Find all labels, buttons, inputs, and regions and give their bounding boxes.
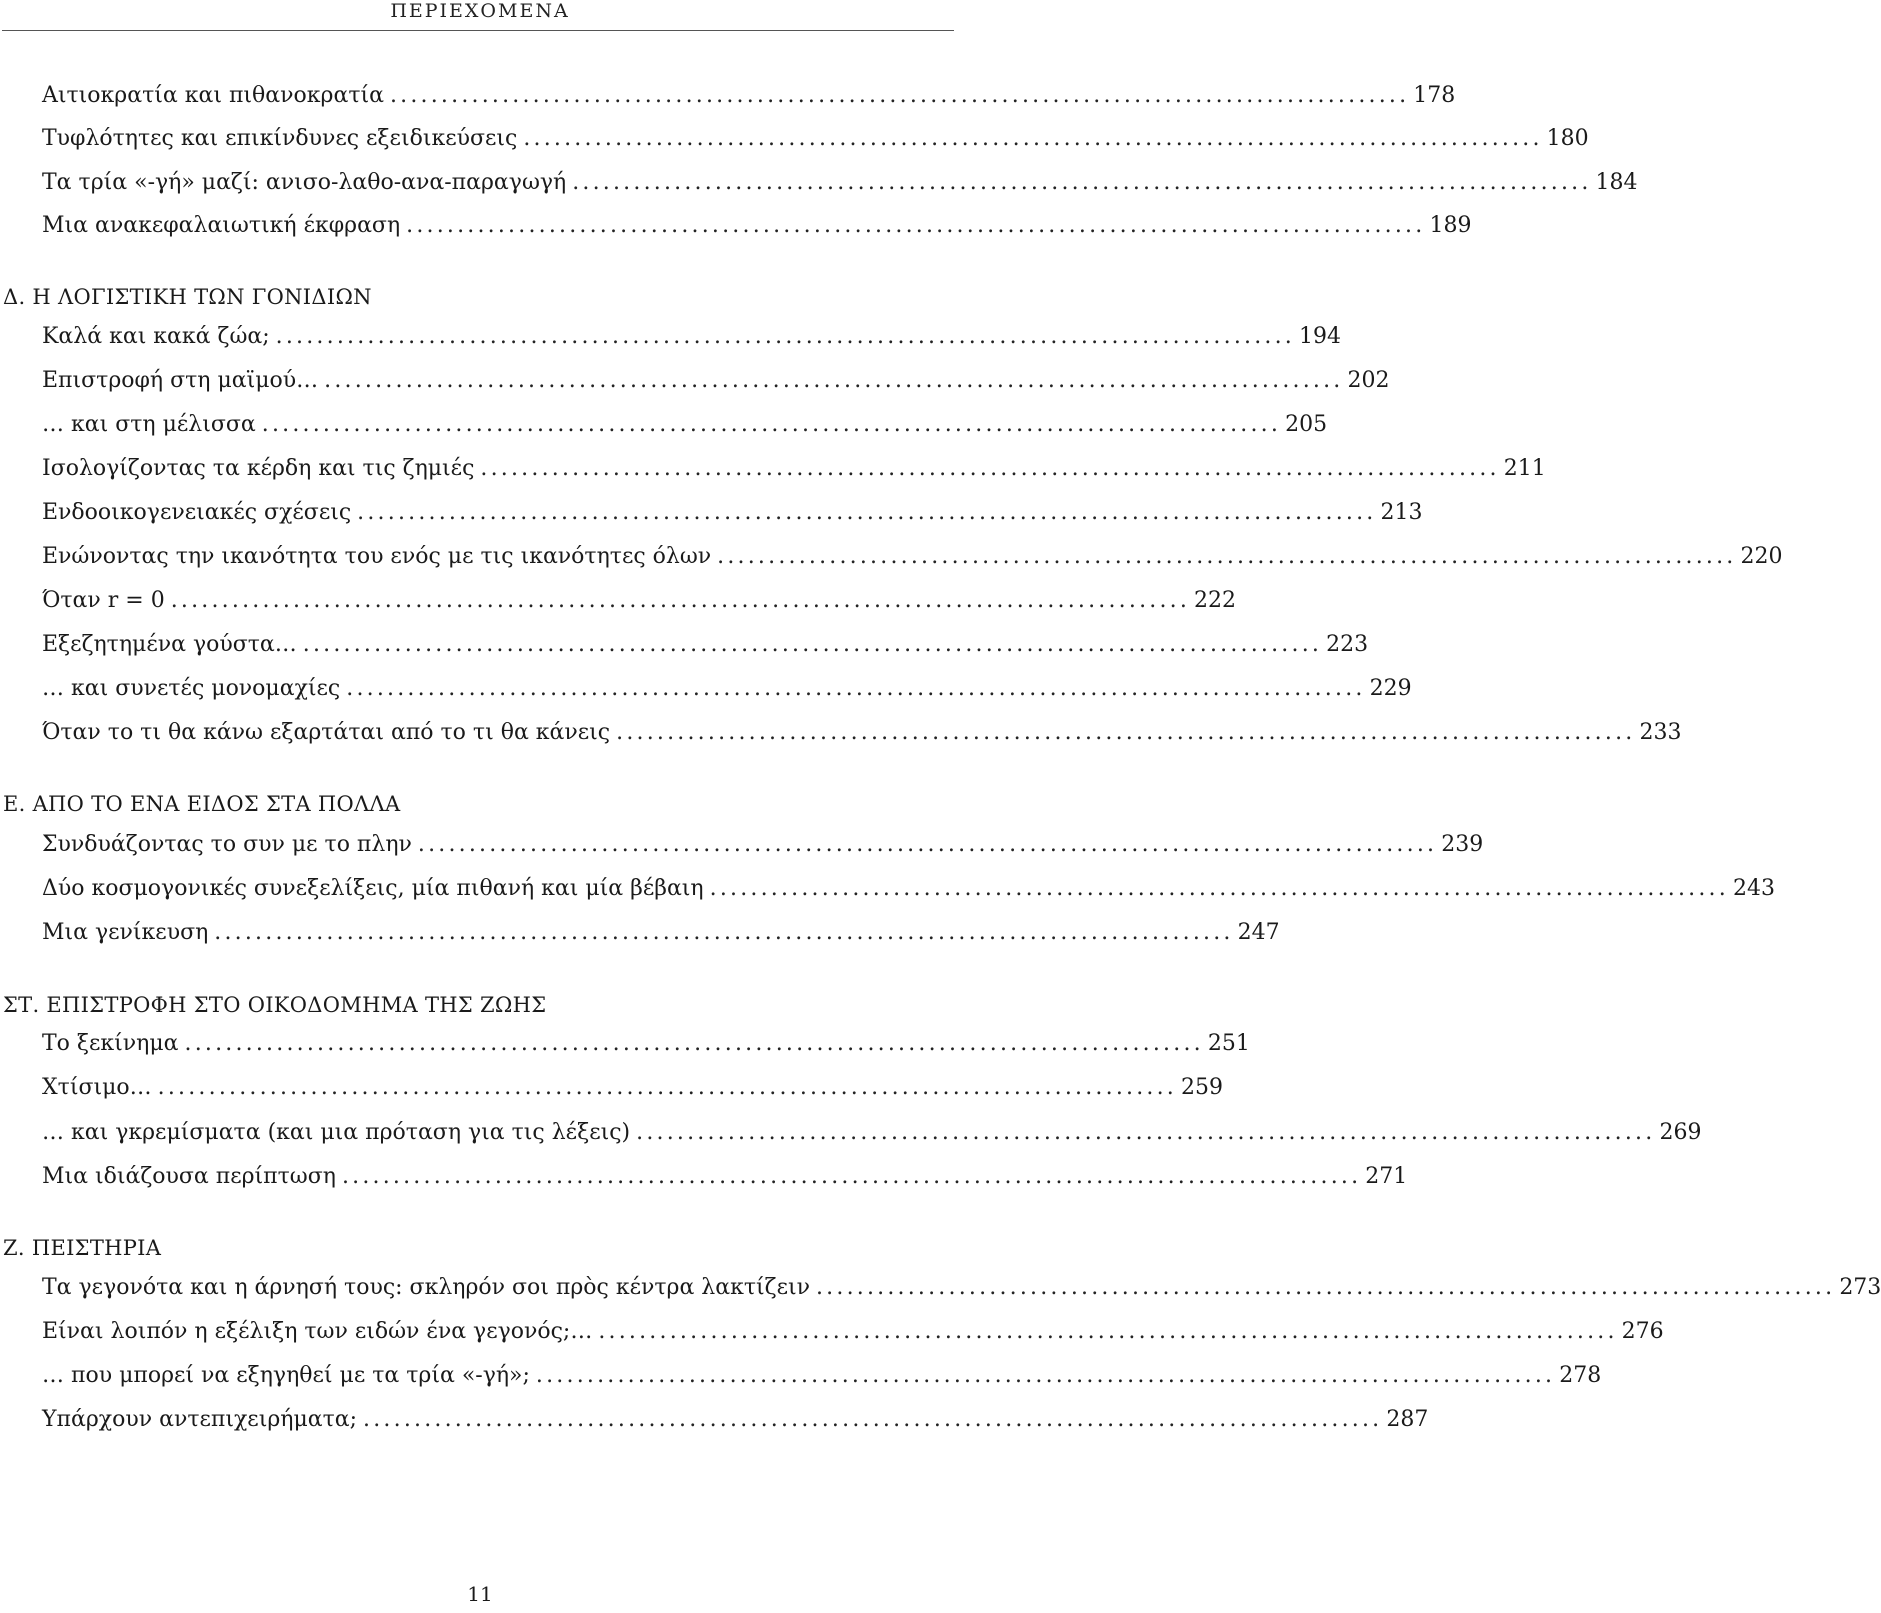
toc-entry-title: … και στη μέλισσα — [42, 412, 256, 437]
toc-entry-page: 189 — [1429, 213, 1472, 238]
toc-entry-title: … και συνετές μονομαχίες — [42, 676, 341, 701]
toc-entry-page: 251 — [1207, 1031, 1250, 1056]
toc-entry-title: Επιστροφή στη μαϊμού… — [42, 368, 319, 393]
toc-entry-title: … που μπορεί να εξηγηθεί με τα τρία «-γή»; — [42, 1363, 530, 1388]
toc-entry — [42, 874, 1775, 904]
dot-leader: .................................................................................................... — [406, 213, 1426, 238]
toc-entry — [42, 410, 1328, 440]
dot-leader: .................................................................................................... — [636, 1120, 1656, 1145]
toc-entry-page: 213 — [1380, 500, 1423, 525]
toc-entry-title: Χτίσιμο… — [42, 1075, 152, 1100]
toc-entry — [42, 366, 1390, 396]
running-head: ΠΕΡΙΕΧΟΜΕΝΑ — [390, 0, 570, 22]
section-heading: Ε. ΑΠΟ ΤΟ ΕΝΑ ΕΙΔΟΣ ΣΤΑ ΠΟΛΛΑ — [3, 792, 401, 816]
dot-leader: .................................................................................................... — [157, 1075, 1177, 1100]
toc-entry-title: Μια ιδιάζουσα περίπτωση — [42, 1164, 336, 1189]
toc-entry-title: Υπάρχουν αντεπιχειρήματα; — [42, 1407, 358, 1432]
toc-entry-title: Το ξεκίνημα — [42, 1031, 179, 1056]
page-number: 11 — [467, 1582, 493, 1606]
dot-leader: .................................................................................................... — [389, 83, 1410, 108]
toc-entry — [42, 830, 1484, 860]
toc-entry — [42, 1361, 1602, 1391]
toc-entry-page: 194 — [1298, 324, 1341, 349]
dot-leader: .................................................................................................... — [616, 720, 1636, 745]
toc-entry-page: 287 — [1386, 1407, 1429, 1432]
toc-entry — [42, 211, 1472, 241]
toc-entry — [42, 718, 1682, 748]
toc-entry-title: Όταν το τι θα κάνω εξαρτάται από το τι θα κάνεις — [42, 720, 611, 745]
dot-leader: .................................................................................................... — [535, 1363, 1556, 1388]
toc-entry — [42, 454, 1546, 484]
dot-leader: .................................................................................................... — [302, 632, 1323, 657]
toc-entry-page: 271 — [1365, 1164, 1408, 1189]
toc-entry-title: Μια ανακεφαλαιωτική έκφραση — [42, 213, 401, 238]
toc-entry-title: Είναι λοιπόν η εξέλιξη των ειδών ένα γεγονός;… — [42, 1319, 593, 1344]
toc-entry-title: Ενδοοικογενειακές σχέσεις — [42, 500, 352, 525]
toc-entry-title: Καλά και κακά ζώα; — [42, 324, 270, 349]
toc-entry-title: Συνδυάζοντας το συν με το πλην — [42, 832, 412, 857]
dot-leader: .................................................................................................... — [346, 676, 1366, 701]
toc-entry-page: 211 — [1503, 456, 1546, 481]
toc-entry — [42, 1317, 1664, 1347]
header-rule — [2, 30, 954, 31]
toc-entry — [42, 1118, 1702, 1148]
toc-entry-title: … και γκρεμίσματα (και μια πρόταση για τις λέξεις) — [42, 1120, 631, 1145]
toc-entry — [42, 1073, 1223, 1103]
dot-leader: .................................................................................................... — [417, 832, 1438, 857]
dot-leader: .................................................................................................... — [709, 876, 1729, 901]
dot-leader: .................................................................................................... — [717, 544, 1737, 569]
toc-entry-page: 239 — [1441, 832, 1484, 857]
toc-entry — [42, 168, 1638, 198]
dot-leader: .................................................................................................... — [523, 126, 1543, 151]
dot-leader: .................................................................................................... — [572, 170, 1592, 195]
toc-entry — [42, 322, 1341, 352]
toc-entry-title: Ενώνοντας την ικανότητα του ενός με τις ικανότητες όλων — [42, 544, 712, 569]
section-heading: Δ. Η ΛΟΓΙΣΤΙΚΗ ΤΩΝ ΓΟΝΙΔΙΩΝ — [3, 285, 372, 309]
toc-entry-page: 220 — [1740, 544, 1783, 569]
dot-leader: .................................................................................................... — [341, 1164, 1362, 1189]
toc-entry-title: Εξεζητημένα γούστα… — [42, 632, 297, 657]
toc-entry-title: Δύο κοσμογονικές συνεξελίξεις, μία πιθανή και μία βέβαιη — [42, 876, 704, 901]
toc-entry-page: 223 — [1326, 632, 1369, 657]
toc-entry-title: Αιτιοκρατία και πιθανοκρατία — [42, 83, 384, 108]
toc-entry — [42, 1029, 1250, 1059]
toc-entry — [42, 630, 1369, 660]
toc-entry-page: 205 — [1285, 412, 1328, 437]
toc-entry-title: Τα τρία «-γή» μαζί: ανισο-λαθο-ανα-παραγωγή — [42, 170, 567, 195]
toc-entry-page: 247 — [1237, 920, 1280, 945]
toc-entry — [42, 586, 1237, 616]
toc-entry-page: 202 — [1347, 368, 1390, 393]
toc-entry-page: 233 — [1639, 720, 1682, 745]
dot-leader: .................................................................................................... — [184, 1031, 1204, 1056]
section-heading: Ζ. ΠΕΙΣΤΗΡΙΑ — [3, 1236, 162, 1260]
toc-entry — [42, 1162, 1408, 1192]
toc-entry-page: 243 — [1732, 876, 1775, 901]
toc-entry-title: Ισολογίζοντας τα κέρδη και τις ζημιές — [42, 456, 475, 481]
toc-entry-page: 269 — [1659, 1120, 1702, 1145]
toc-entry — [42, 1405, 1429, 1435]
dot-leader: .................................................................................................... — [480, 456, 1500, 481]
toc-entry — [42, 674, 1412, 704]
dot-leader: .................................................................................................... — [815, 1275, 1836, 1300]
toc-entry-title: Τα γεγονότα και η άρνησή τους: σκληρόν σοι πρὸς κέντρα λακτίζειν — [42, 1275, 810, 1300]
toc-entry-page: 178 — [1413, 83, 1456, 108]
toc-entry — [42, 81, 1456, 111]
toc-entry-page: 259 — [1180, 1075, 1223, 1100]
dot-leader: .................................................................................................... — [214, 920, 1234, 945]
dot-leader: .................................................................................................... — [170, 588, 1191, 613]
section-heading: ΣΤ. ΕΠΙΣΤΡΟΦΗ ΣΤΟ ΟΙΚΟΔΟΜΗΜΑ ΤΗΣ ΖΩΗΣ — [3, 993, 547, 1017]
toc-entry — [42, 918, 1280, 948]
toc-entry-page: 222 — [1194, 588, 1237, 613]
toc-entry — [42, 542, 1783, 572]
dot-leader: .................................................................................................... — [357, 500, 1377, 525]
dot-leader: .................................................................................................... — [324, 368, 1344, 393]
toc-entry-page: 180 — [1546, 126, 1589, 151]
dot-leader: .................................................................................................... — [598, 1319, 1618, 1344]
toc-entry-title: Τυφλότητες και επικίνδυνες εξειδικεύσεις — [42, 126, 518, 151]
toc-entry-title: Μια γενίκευση — [42, 920, 209, 945]
toc-entry-page: 184 — [1595, 170, 1638, 195]
toc-entry-page: 273 — [1839, 1275, 1881, 1300]
dot-leader: .................................................................................................... — [275, 324, 1295, 349]
toc-entry-title: Όταν r = 0 — [42, 588, 165, 613]
toc-entry-page: 278 — [1559, 1363, 1602, 1388]
dot-leader: .................................................................................................... — [261, 412, 1282, 437]
toc-entry-page: 276 — [1621, 1319, 1664, 1344]
toc-entry-page: 229 — [1369, 676, 1412, 701]
toc-entry — [42, 1273, 1881, 1303]
toc-entry — [42, 124, 1589, 154]
dot-leader: .................................................................................................... — [363, 1407, 1383, 1432]
toc-entry — [42, 498, 1423, 528]
